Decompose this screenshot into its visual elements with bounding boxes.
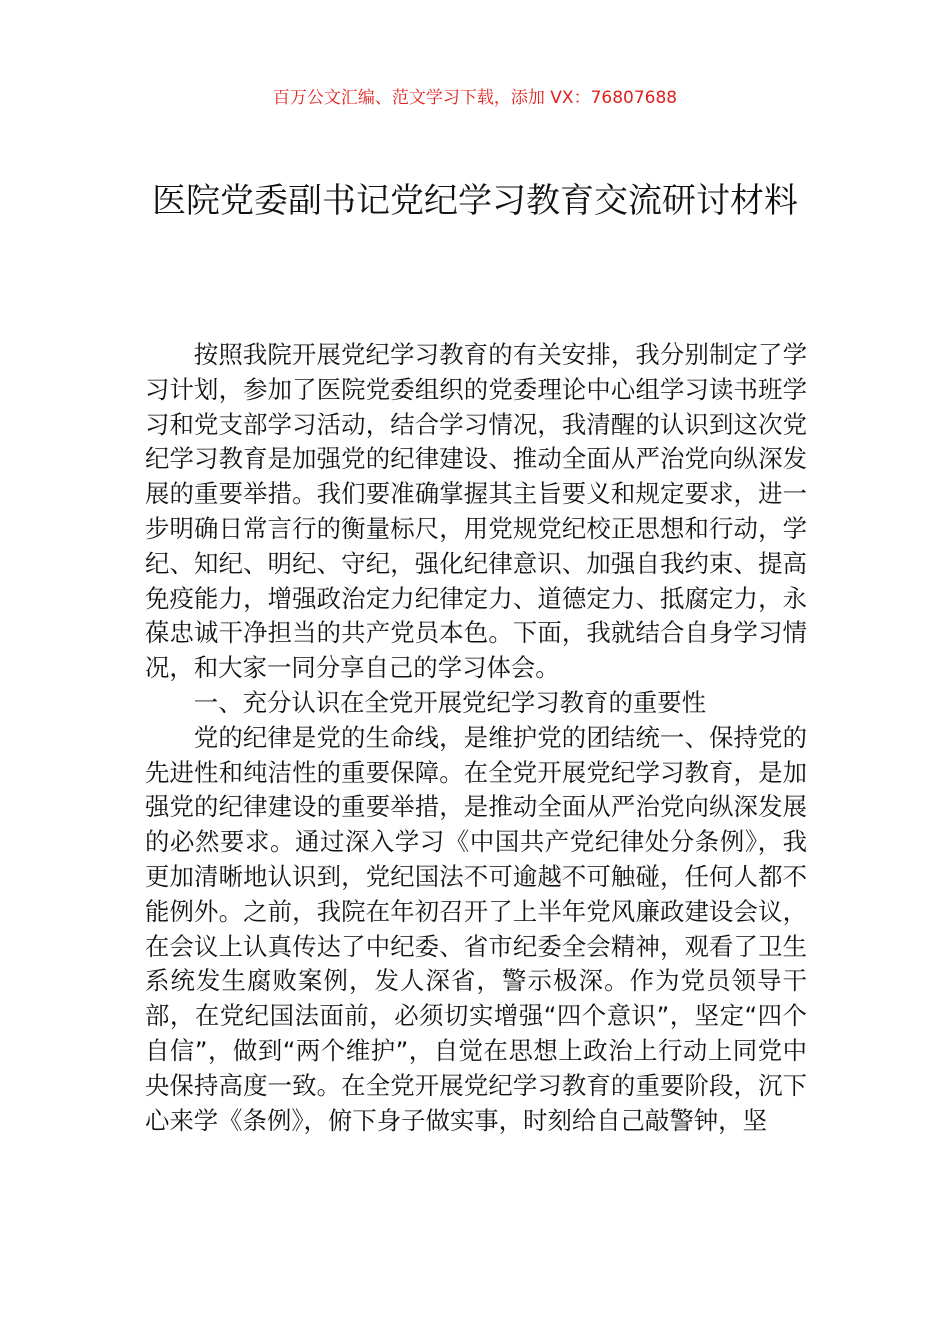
download-watermark: 百万公文汇编、范文学习下载，添加 VX：76807688 [272,88,678,108]
section-heading-1: 一、充分认识在全党开展党纪学习教育的重要性 [193,687,707,717]
document-body [145,338,807,1138]
document-title: 医院党委副书记党纪学习教育交流研讨材料 [152,181,798,221]
intro-paragraph: 按照我院开展党纪学习教育的有关安排，我分别制定了学习计划，参加了医院党委组织的党委理论中心组学习读书班学习和党支部学习活动，结合学习情况，我清醒的认识到这次党纪学习教育是加强党的纪律建设、推动全面从严治党向纵深发展的重要举措。我们要准确掌握其主旨要义和规定要求，进一步明确日常言行的衡量标尺，用党规党纪校正思想和行动，学纪、知纪、明纪、守纪，强化纪律意识、加强自我约束、提高免疫能力，增强政治定力纪律定力、道德定力、抵腐定力，永葆忠诚干净担当的共产党员本色。下面，我就结合自身学习情况，和大家一同分享自己的学习体会。 [145,340,807,683]
section-1-paragraph: 党的纪律是党的生命线，是维护党的团结统一、保持党的先进性和纯洁性的重要保障。在全党开展党纪学习教育，是加强党的纪律建设的重要举措，是推动全面从严治党向纵深发展的必然要求。通过深入学习《中国共产党纪律处分条例》，我更加清晰地认识到，党纪国法不可逾越不可触碰，任何人都不能例外。之前，我院在年初召开了上半年党风廉政建设会议，在会议上认真传达了中纪委、省市纪委全会精神，观看了卫生系统发生腐败案例，发人深省，警示极深。作为党员领导干部，在党纪国法面前，必须切实增强“四个意识”，坚定“四个自信”，做到“两个维护”，自觉在思想上政治上行动上同党中央保持高度一致。在全党开展党纪学习教育的重要阶段，沉下心来学《条例》，俯下身子做实事，时刻给自己敲警钟，坚 [145,722,807,1135]
